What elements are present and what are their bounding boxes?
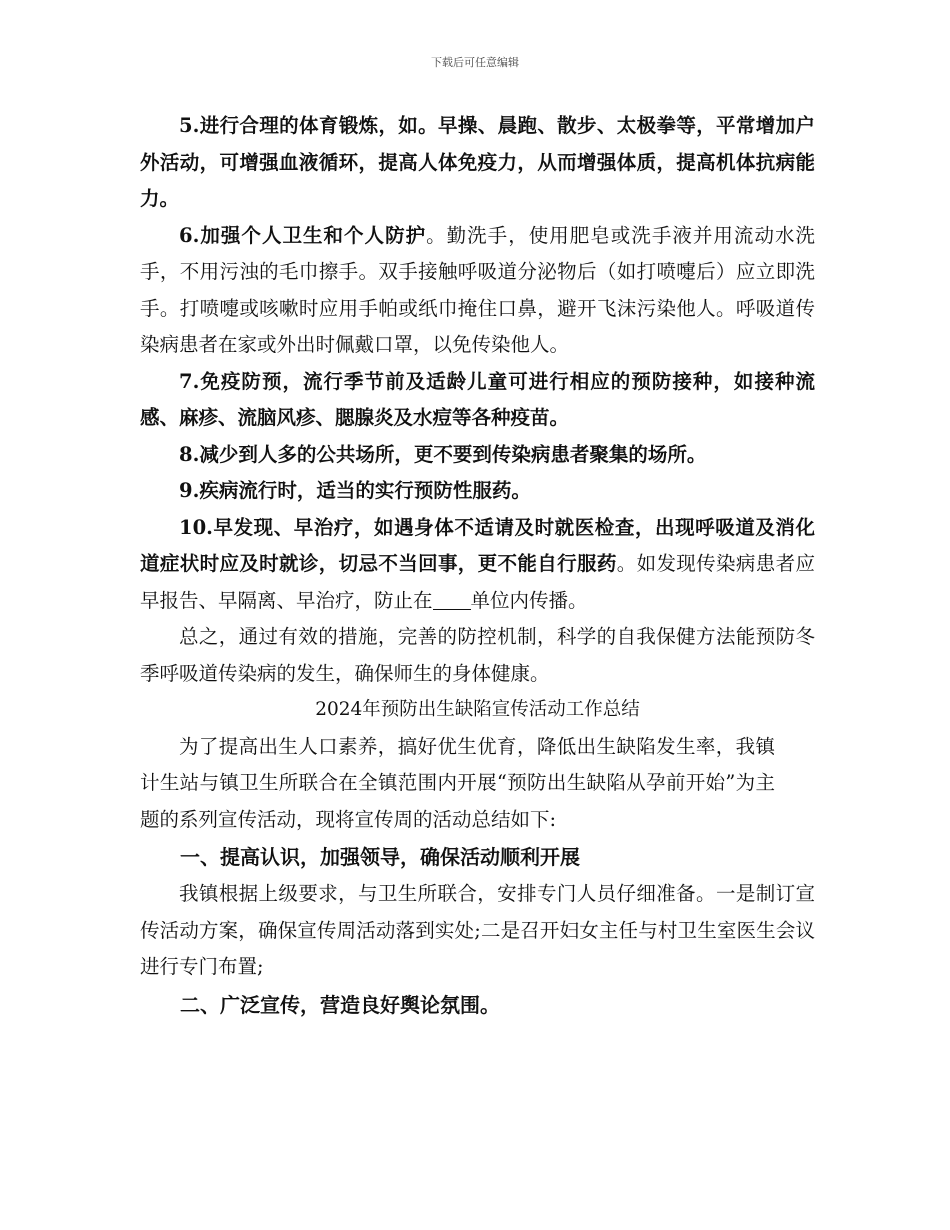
item-9: 9.疾病流行时，适当的实行预防性服药。 — [179, 479, 531, 502]
summary-paragraph: 总之，通过有效的措施，完善的防控机制，科学的自我保健方法能预防冬季呼吸道传染病的发生，确保师生的身体健康。 — [140, 625, 815, 685]
item-10-end: 单位内传播。 — [470, 588, 588, 612]
section-1-body: 我镇根据上级要求，与卫生所联合，安排专门人员仔细准备。一是制订宣传活动方案，确保宣传周活动落到实处;二是召开妇女主任与村卫生室医生会议进行专门布置; — [140, 882, 815, 978]
report-title: 2024年预防出生缺陷宣传活动工作总结 — [315, 699, 640, 720]
section-1-heading: 一、提高认识，加强领导，确保活动顺利开展 — [180, 845, 580, 869]
page-header: 下载后可任意编辑 — [431, 56, 519, 69]
item-10 — [140, 510, 815, 620]
item-5: 5.进行合理的体育锻炼，如。早操、晨跑、散步、太极拳等，平常增加户外活动，可增强血液循环，提高人体免疫力，从而增强体质，提高机体抗病能力。 — [140, 114, 815, 210]
item-6-bold: 6.加强个人卫生和个人防护 — [179, 223, 427, 247]
item-6 — [140, 218, 815, 364]
document-body — [140, 108, 815, 1024]
fill-in-blank — [433, 589, 471, 610]
item-10-bold: 10.早发现、早治疗，如遇身体不适请及时就医检查，出现呼吸道及消化道症状时应及时就诊，切忌不当回事，更不能自行服药 — [140, 515, 815, 575]
item-8: 8.减少到人多的公共场所，更不要到传染病患者聚集的场所。 — [179, 442, 707, 466]
item-7: 7.免疫防预，流行季节前及适龄儿童可进行相应的预防接种，如接种流感、麻疹、流脑风疹、腮腺炎及水痘等各种疫苗。 — [140, 369, 815, 429]
item-10-text: 。如发现传染病患者应早报告、早隔离、早治疗，防止在 — [140, 552, 815, 612]
item-6-text: 。勤洗手，使用肥皂或洗手液并用流动水洗手，不用污浊的毛巾擦手。双手接触呼吸道分泌物后（如打喷嚏后）应立即洗手。打喷嚏或咳嗽时应用手帕或纸巾掩住口鼻，避开飞沫污染他人。呼吸道传染病患者在家或外出时佩戴口罩，以免传染他人。 — [140, 223, 815, 356]
report-intro: 为了提高出生人口素养，搞好优生优育，降低出生缺陷发生率，我镇计生站与镇卫生所联合在全镇范围内开展“预防出生缺陷从孕前开始”为主题的系列宣传活动，现将宣传周的活动总结如下: — [140, 734, 775, 831]
section-2-heading: 二、广泛宣传，营造良好舆论氛围。 — [180, 992, 500, 1017]
